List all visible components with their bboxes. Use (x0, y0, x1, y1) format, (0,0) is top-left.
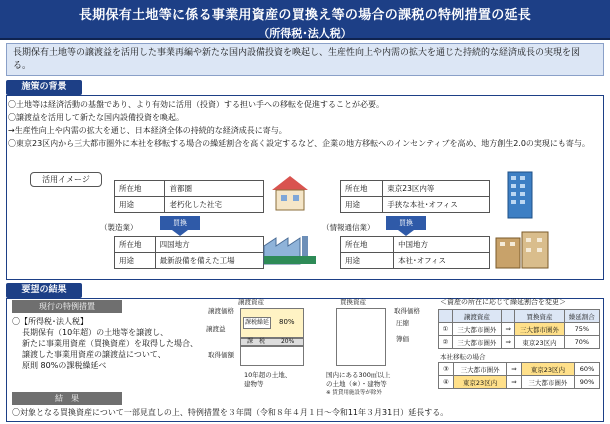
table-cell: 首都圏 (165, 181, 264, 197)
background-line-1: 〇土地等は経済活動の基盤であり、より有効に活用（投資）する担い手への移転を促進することが必要。 (8, 100, 384, 109)
background-line-4: 〇東京23区内から三大都市圏外に本社を移転する場合の繰延割合を高く設定するなど、企業の地方移転へのインセンティブを高め、地方創生2.0の実現にも寄与。 (8, 139, 590, 148)
diagram-right-note-1: 国内にある300㎡以上 (326, 371, 391, 379)
rate-cell: 三大都市圏外 (521, 376, 574, 389)
regional-office-icon (492, 230, 552, 270)
rate-header (439, 310, 453, 323)
table-cell: 用途 (341, 253, 394, 269)
rate-cell: ① (439, 323, 453, 336)
background-header: 施策の背景 (6, 80, 82, 95)
rate-table-title: ＜資産の所在に応じて繰延割合を変更＞ (440, 298, 566, 306)
background-line-3: →生産性向上や内需の拡大を通じ、日本経済全体の持続的な経済成長に寄与。 (8, 126, 287, 135)
rate-header (502, 310, 515, 323)
rate-header: 繰延割合 (564, 310, 599, 323)
table-cell: 中国地方 (394, 237, 490, 253)
table-cell: 所在地 (115, 237, 156, 253)
house-icon (268, 170, 312, 214)
rate-cell: ⇒ (507, 363, 521, 376)
page-subtitle: （所得税･法人税） (258, 27, 352, 40)
diagram-book-value: 取得価額 (208, 351, 234, 359)
table-cell: 本社･オフィス (394, 253, 490, 269)
rate-cell: 三大都市圏外 (452, 323, 501, 336)
rate-header: 譲渡資産 (452, 310, 501, 323)
rate-table-subtitle: 本社移転の場合 (440, 353, 486, 361)
rate-cell: 三大都市圏外 (515, 323, 564, 336)
diagram-acquisition-price: 取得価格 (394, 307, 420, 315)
rate-cell: 75% (564, 323, 599, 336)
rate-cell: 東京23区内 (515, 336, 564, 349)
diagram-right-note-3: ※ 賃貸用施設等が除外 (326, 390, 382, 396)
rate-cell: 東京23区内 (521, 363, 574, 376)
rate-cell: ⇒ (507, 376, 521, 389)
table-cell: 所在地 (115, 181, 165, 197)
rate-cell: ④ (439, 376, 454, 389)
rate-cell: ③ (439, 363, 454, 376)
table-cell: 用途 (341, 197, 383, 213)
current-line: 〇【所得税･法人税】 (12, 317, 88, 326)
book-value-block (240, 346, 304, 366)
factory-icon (262, 232, 318, 266)
current-line: 譲渡した事業用資産の譲渡益について、 (22, 350, 166, 359)
table-cell: 所在地 (341, 237, 394, 253)
rate-cell: ② (439, 336, 453, 349)
page-title: 長期保有土地等に係る事業用資産の買換え等の場合の課税の特例措置の延長 (78, 8, 532, 23)
right-after-table (340, 236, 490, 269)
tax-block (240, 338, 304, 346)
example-label: 活用イメージ (30, 172, 102, 187)
table-cell: 用途 (115, 197, 165, 213)
right-before-table (340, 180, 490, 213)
table-cell: 所在地 (341, 181, 383, 197)
diagram-transfer-price: 譲渡価格 (208, 307, 234, 315)
current-measure-text (12, 316, 198, 371)
rate-cell: 60% (575, 363, 600, 376)
table-cell: 東京23区内等 (383, 181, 490, 197)
diagram-purchase-asset: 買換資産 (340, 298, 366, 306)
rate-header: 買換資産 (515, 310, 564, 323)
rate-cell: 三大都市圏外 (452, 336, 501, 349)
diagram-transfer-asset: 譲渡資産 (238, 298, 264, 306)
left-category: （製造業） (100, 223, 138, 232)
rate-cell: ⇒ (502, 323, 515, 336)
current-line: 新たに事業用資産（買換資産）を取得した場合、 (22, 339, 198, 348)
diagram-gain-label: 譲渡益 (206, 325, 226, 333)
rate-table-relocation (438, 362, 600, 389)
title-bar (0, 0, 610, 40)
rate-cell: 東京23区内 (453, 376, 506, 389)
left-after-table (114, 236, 264, 269)
rate-cell: 70% (564, 336, 599, 349)
deferred-label: 課税繰延 (243, 317, 271, 329)
tax-label: 課 税 (247, 338, 266, 345)
table-cell: 手狭な本社･オフィス (383, 197, 490, 213)
office-building-icon (500, 170, 540, 220)
request-header: 要望の結果 (6, 283, 82, 298)
diagram-right-note-2: の土地（※）・建物等 (326, 380, 387, 388)
result-header: 結 果 (12, 392, 122, 405)
rate-cell: ⇒ (502, 336, 515, 349)
table-cell: 四国地方 (155, 237, 263, 253)
diagram-book: 簿価 (396, 335, 409, 343)
tax-pct: 20% (280, 338, 295, 345)
table-cell: 用途 (115, 253, 156, 269)
table-cell: 最新設備を備えた工場 (155, 253, 263, 269)
deferred-block (240, 308, 304, 338)
summary-box: 長期保有土地等の譲渡益を活用した事業再編や新たな国内設備投資を喚起し、生産性向上や内需の拡大を通じた持続的な経済成長の実現を図る。 (6, 43, 604, 76)
background-line-2: 〇譲渡益を活用して新たな国内設備投資を喚起。 (8, 113, 184, 122)
result-text: 〇対象となる買換資産について一部見直しの上、特例措置を３年間（令和８年４月１日～令和11年３月31日）延長する。 (12, 408, 449, 417)
rate-cell: 90% (575, 376, 600, 389)
diagram-left-note-1: 10年超の土地、 (244, 371, 292, 379)
current-line: 原則 80%の課税繰延べ (22, 361, 107, 370)
diagram-left-note-2: 建物等 (244, 380, 264, 388)
purchase-asset-block (336, 308, 386, 366)
left-before-table (114, 180, 264, 213)
current-line: 長期保有（10年超）の土地等を譲渡し、 (22, 328, 169, 337)
current-measure-header: 現行の特例措置 (12, 300, 122, 313)
deferred-pct: 80% (279, 318, 295, 326)
diagram-compress: 圧縮 (396, 319, 409, 327)
left-exchange-arrow: 買換 (160, 216, 200, 230)
table-cell: 老朽化した社宅 (165, 197, 264, 213)
right-category: （情報通信業） (322, 223, 375, 232)
right-exchange-arrow: 買換 (386, 216, 426, 230)
rate-cell: 三大都市圏外 (453, 363, 506, 376)
rate-table (438, 309, 600, 349)
